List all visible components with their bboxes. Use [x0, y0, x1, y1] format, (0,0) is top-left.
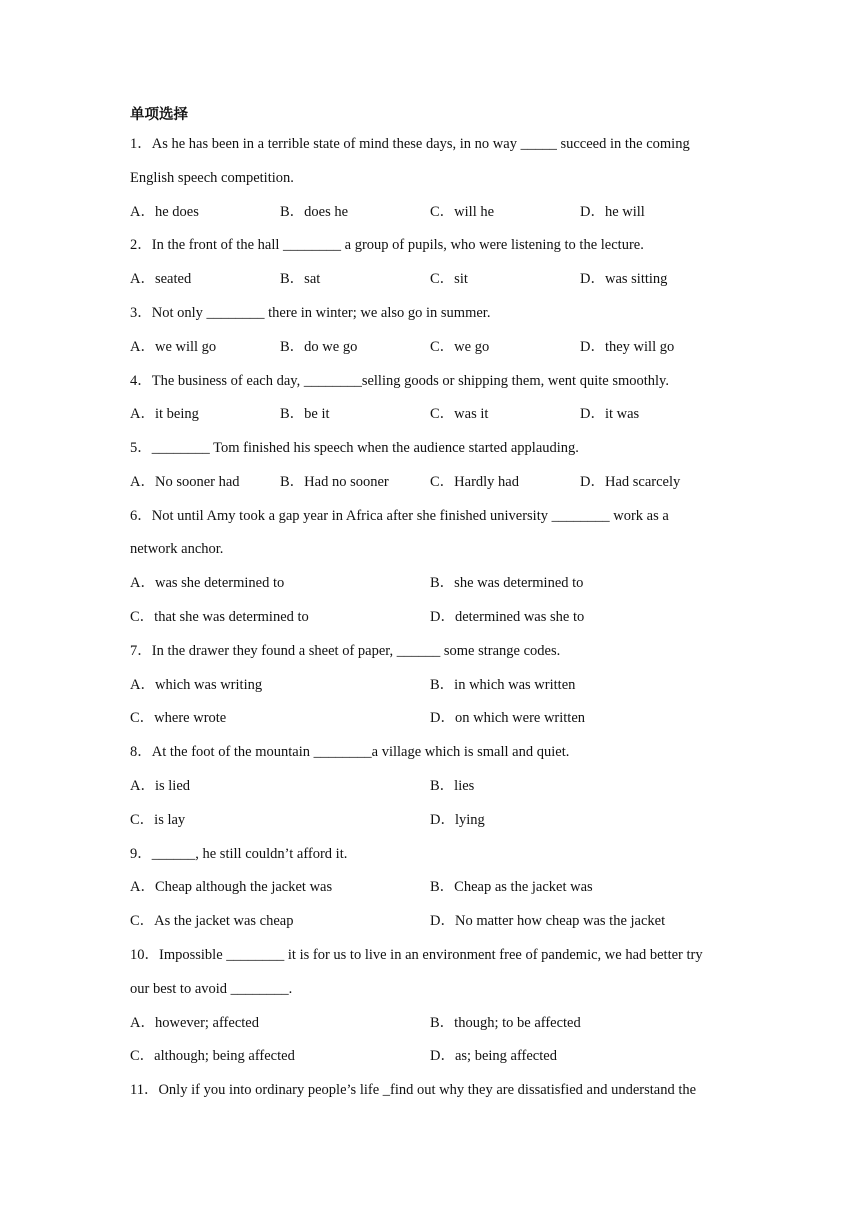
option-d: D．he will [580, 204, 645, 220]
question-2-options [130, 268, 750, 290]
question-5-options [130, 471, 750, 493]
option-c: C．that she was determined to [130, 609, 309, 625]
option-d: D．as; being affected [430, 1048, 557, 1064]
question-8-options-row-2 [130, 809, 750, 831]
question-9-options-row-2 [130, 910, 750, 932]
option-c: C．Hardly had [430, 474, 519, 490]
question-10-text-line-2: our best to avoid ________. [130, 981, 293, 997]
option-b: B．in which was written [430, 677, 576, 693]
question-1-text-line-1: 1．As he has been in a terrible state of mind these days, in no way _____ succeed in the coming [130, 136, 690, 152]
option-a: A．seated [130, 271, 192, 287]
option-b: B．Cheap as the jacket was [430, 879, 593, 895]
question-7-options-row-2 [130, 707, 750, 729]
question-10-options-row-2 [130, 1045, 750, 1067]
question-9-options-row-1 [130, 876, 750, 898]
question-6-text-line-1: 6．Not until Amy took a gap year in Africa after she finished university ________ work as a [130, 508, 669, 524]
option-a: A．however; affected [130, 1015, 259, 1031]
option-d: D．lying [430, 812, 485, 828]
option-d: D．No matter how cheap was the jacket [430, 913, 666, 929]
question-7-options-row-1 [130, 674, 750, 696]
option-b: B．sat [280, 271, 321, 287]
section-title: 单项选择 [130, 107, 188, 123]
option-a: A．he does [130, 204, 199, 220]
option-d: D．they will go [580, 339, 675, 355]
question-6-options-row-1 [130, 572, 750, 594]
option-a: A．was she determined to [130, 575, 285, 591]
question-8-options-row-1 [130, 775, 750, 797]
question-1-text-line-2: English speech competition. [130, 170, 294, 186]
option-c: C．although; being affected [130, 1048, 295, 1064]
option-b: B．does he [280, 204, 349, 220]
question-2-text: 2．In the front of the hall ________ a group of pupils, who were listening to the lecture. [130, 237, 644, 253]
option-a: A．it being [130, 406, 199, 422]
option-c: C．As the jacket was cheap [130, 913, 294, 929]
option-c: C．we go [430, 339, 490, 355]
option-b: B．she was determined to [430, 575, 584, 591]
question-8-text: 8．At the foot of the mountain ________a village which is small and quiet. [130, 744, 570, 760]
option-c: C．is lay [130, 812, 186, 828]
question-4-options [130, 403, 750, 425]
question-9-text: 9．______, he still couldn’t afford it. [130, 846, 348, 862]
question-10-text-line-1: 10．Impossible ________ it is for us to live in an environment free of pandemic, we had better try [130, 947, 703, 963]
option-b: B．lies [430, 778, 475, 794]
option-b: B．Had no sooner [280, 474, 389, 490]
option-a: A．No sooner had [130, 474, 240, 490]
question-6-options-row-2 [130, 606, 750, 628]
option-c: C．will he [430, 204, 495, 220]
question-3-options [130, 336, 750, 358]
option-c: C．was it [430, 406, 489, 422]
question-4-text: 4．The business of each day, ________selling goods or shipping them, went quite smoothly. [130, 373, 669, 389]
question-3-text: 3．Not only ________ there in winter; we also go in summer. [130, 305, 491, 321]
question-7-text: 7．In the drawer they found a sheet of paper, ______ some strange codes. [130, 643, 561, 659]
option-b: B．be it [280, 406, 330, 422]
option-d: D．determined was she to [430, 609, 585, 625]
option-b: B．though; to be affected [430, 1015, 581, 1031]
option-d: D．on which were written [430, 710, 586, 726]
question-1-options [130, 201, 750, 223]
option-d: D．was sitting [580, 271, 668, 287]
question-6-text-line-2: network anchor. [130, 541, 224, 557]
option-c: C．sit [430, 271, 468, 287]
option-c: C．where wrote [130, 710, 227, 726]
option-a: A．which was writing [130, 677, 263, 693]
question-5-text: 5．________ Tom finished his speech when the audience started applauding. [130, 440, 579, 456]
option-b: B．do we go [280, 339, 358, 355]
option-d: D．it was [580, 406, 640, 422]
option-d: D．Had scarcely [580, 474, 681, 490]
option-a: A．is lied [130, 778, 191, 794]
question-11-text: 11．Only if you into ordinary people’s life _find out why they are dissatisfied and understand the [130, 1082, 697, 1098]
option-a: A．we will go [130, 339, 217, 355]
option-a: A．Cheap although the jacket was [130, 879, 333, 895]
question-10-options-row-1 [130, 1012, 750, 1034]
